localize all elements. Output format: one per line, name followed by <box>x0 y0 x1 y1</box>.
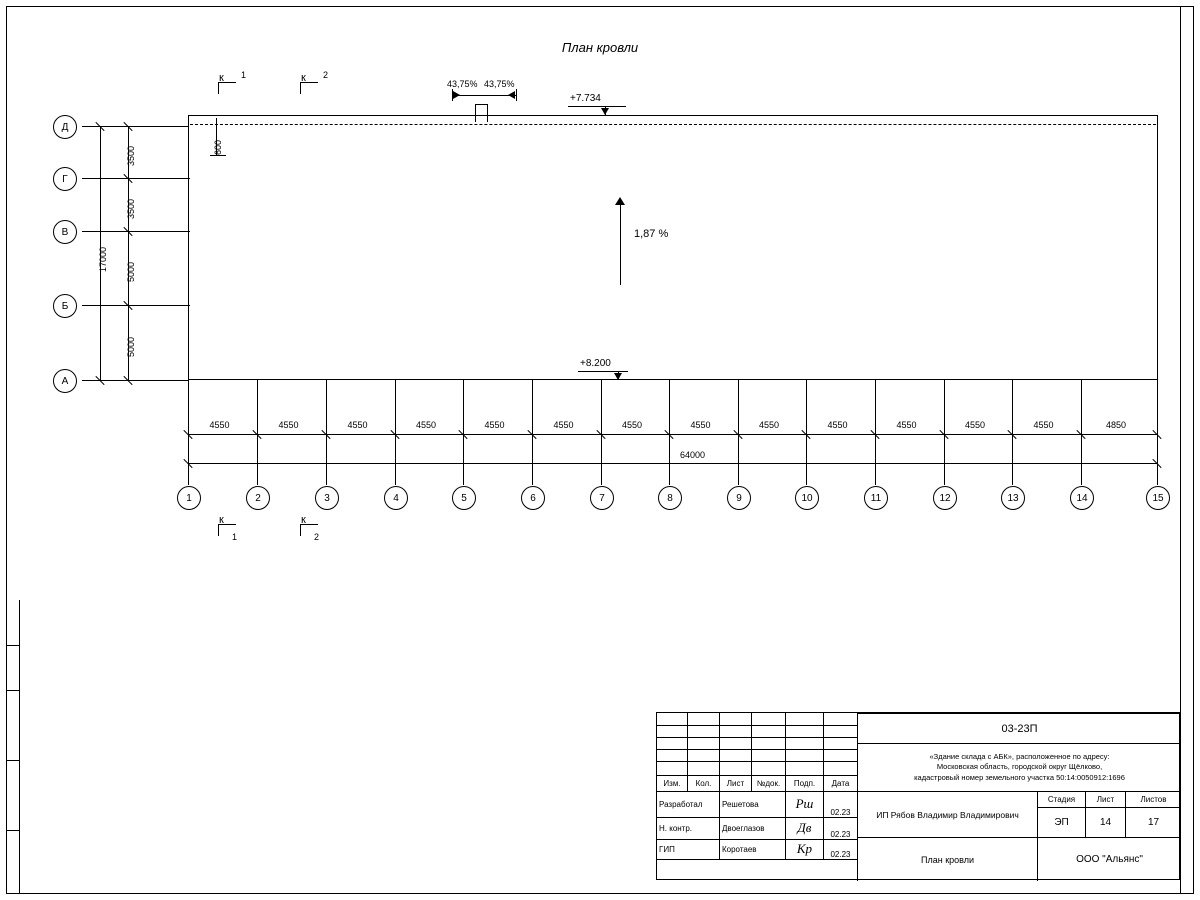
signature-1: Рш <box>795 796 814 811</box>
role-1: Разработал <box>659 799 703 809</box>
name-2: Двоеглазов <box>722 823 765 833</box>
axis-line-12 <box>944 380 945 485</box>
sheet-title: План кровли <box>921 854 974 865</box>
section-mark-1-number: 1 <box>241 70 247 80</box>
axis-line-5 <box>463 380 464 485</box>
axis-bubble-Д[interactable]: Д <box>53 115 77 139</box>
dim-segment-label: 4550 <box>347 420 368 430</box>
parapet-dashed-line <box>190 124 1156 125</box>
ridge-dim-tick-right <box>516 89 517 101</box>
slope-arrow-head <box>615 197 625 205</box>
ridge-element-top <box>475 104 487 105</box>
axis-line-6 <box>532 380 533 485</box>
dim-segment-label: 4550 <box>690 420 711 430</box>
stage-value-list: 14 <box>1099 817 1112 828</box>
axis-bubble-Г[interactable]: Г <box>53 167 77 191</box>
date-1: 02.23 <box>830 808 851 817</box>
object-line-1: «Здание склада с АБК», расположенное по адресу: <box>929 752 1110 762</box>
dim-segment-label: 4550 <box>759 420 780 430</box>
dim-segment-label: 4550 <box>965 420 986 430</box>
axis-line-11 <box>875 380 876 485</box>
left-strip-divider <box>6 645 20 646</box>
role-3: ГИП <box>659 844 675 854</box>
axis-stub <box>150 178 190 179</box>
dim-segment-label: 4550 <box>416 420 437 430</box>
elevation-low-arrow <box>614 373 622 380</box>
vertical-overall-dimension-label: 17000 <box>98 246 108 272</box>
object-line-2: Московская область, городской округ Щёлково, <box>936 762 1103 772</box>
axis-bubble-14[interactable]: 14 <box>1070 486 1094 510</box>
dimension-chain-line <box>188 434 1157 435</box>
ridge-dim-tick-left <box>452 89 453 101</box>
dim-segment-label: 4550 <box>278 420 299 430</box>
section-mark-2-letter: к <box>301 72 306 84</box>
stage-header-list: Лист <box>1096 795 1115 804</box>
axis-line-А <box>82 380 188 381</box>
col-header-list: Лист <box>726 778 745 788</box>
stage-header-listov: Листов <box>1140 795 1167 804</box>
axis-line-3 <box>326 380 327 485</box>
axis-line-1 <box>188 380 189 485</box>
vertical-dim-segment-label: 3500 <box>126 198 136 219</box>
axis-bubble-В[interactable]: В <box>53 220 77 244</box>
axis-line-13 <box>1012 380 1013 485</box>
dim-segment-label: 4550 <box>209 420 230 430</box>
stamp-grid-v <box>719 713 720 775</box>
stage-value-listov: 17 <box>1147 817 1160 828</box>
vertical-dim-segment-label: 3500 <box>126 145 136 166</box>
section-mark-3-letter: к <box>219 514 224 526</box>
col-header-izm: Изм. <box>663 778 681 788</box>
axis-bubble-6[interactable]: 6 <box>521 486 545 510</box>
axis-bubble-12[interactable]: 12 <box>933 486 957 510</box>
axis-line-7 <box>601 380 602 485</box>
axis-bubble-8[interactable]: 8 <box>658 486 682 510</box>
object-line-3: кадастровый номер земельного участка 50:14:0050912:1696 <box>914 772 1125 782</box>
dim-segment-label: 4550 <box>484 420 505 430</box>
ridge-dim-arrow-right <box>508 91 515 99</box>
col-header-kol: Кол. <box>695 778 712 788</box>
stamp-grid-h <box>657 725 857 726</box>
date-3: 02.23 <box>830 850 851 859</box>
ridge-percent-right: 43,75% <box>484 79 515 89</box>
stage-header-stadia: Стадия <box>1047 795 1076 804</box>
dim-segment-label: 4550 <box>896 420 917 430</box>
name-3: Коротаев <box>722 844 757 854</box>
col-header-data: Дата <box>831 778 850 788</box>
axis-bubble-15[interactable]: 15 <box>1146 486 1170 510</box>
overall-dimension-label: 64000 <box>680 450 706 460</box>
role-2: Н. контр. <box>659 823 693 833</box>
elevation-low-label: +8.200 <box>580 358 611 369</box>
left-strip-divider <box>6 830 20 831</box>
stamp-grid-v <box>687 713 688 775</box>
axis-line-Д <box>82 126 188 127</box>
dim-segment-label: 4850 <box>1106 420 1127 430</box>
parapet-dim-label: 600 <box>213 139 223 155</box>
title-block <box>656 712 1180 880</box>
ridge-dim-line <box>452 95 516 96</box>
axis-bubble-3[interactable]: 3 <box>315 486 339 510</box>
axis-line-10 <box>806 380 807 485</box>
axis-line-15 <box>1157 380 1158 485</box>
axis-bubble-9[interactable]: 9 <box>727 486 751 510</box>
ridge-dim-arrow-left <box>453 91 460 99</box>
section-mark-2-number: 2 <box>323 70 329 80</box>
roof-outline <box>188 115 1158 380</box>
signature-2: Дв <box>797 820 812 835</box>
axis-line-8 <box>669 380 670 485</box>
axis-stub <box>150 305 190 306</box>
axis-bubble-А[interactable]: А <box>53 369 77 393</box>
elevation-low-leader <box>578 371 628 372</box>
dim-segment-label: 4550 <box>553 420 574 430</box>
company: ООО "Альянс" <box>1076 854 1143 865</box>
stage-value-stadia: ЭП <box>1054 817 1069 828</box>
dim-segment-label: 4550 <box>827 420 848 430</box>
axis-line-14 <box>1081 380 1082 485</box>
section-mark-4-number: 2 <box>314 532 320 542</box>
date-2: 02.23 <box>830 830 851 839</box>
col-header-ndoc: №док. <box>756 778 781 788</box>
ridge-percent-left: 43,75% <box>447 79 478 89</box>
parapet-dim-tick <box>210 155 226 156</box>
axis-line-4 <box>395 380 396 485</box>
dim-segment-label: 4550 <box>1033 420 1054 430</box>
stamp-grid-v <box>823 713 824 775</box>
dim-segment-label: 4550 <box>622 420 643 430</box>
vertical-dim-segment-label: 5000 <box>126 336 136 357</box>
axis-bubble-10[interactable]: 10 <box>795 486 819 510</box>
axis-line-9 <box>738 380 739 485</box>
axis-bubble-7[interactable]: 7 <box>590 486 614 510</box>
axis-bubble-Б[interactable]: Б <box>53 294 77 318</box>
col-header-podp: Подп. <box>793 778 816 788</box>
elevation-high-label: +7.734 <box>570 93 601 104</box>
sheet-frame-right-strip <box>1180 6 1194 894</box>
stamp-grid-v <box>751 713 752 775</box>
elevation-high-leader <box>568 106 626 107</box>
section-mark-1-letter: к <box>219 72 224 84</box>
axis-bubble-13[interactable]: 13 <box>1001 486 1025 510</box>
slope-label: 1,87 % <box>634 228 669 240</box>
stamp-grid-v <box>785 713 786 775</box>
customer: ИП Рябов Владимир Владимирович <box>876 809 1019 820</box>
ridge-element-left <box>475 104 476 122</box>
overall-dimension-line <box>188 463 1157 464</box>
project-code: 03-23П <box>1001 722 1038 735</box>
name-1: Решетова <box>722 799 759 809</box>
elevation-high-arrow <box>601 108 609 115</box>
signature-3: Кр <box>796 841 813 856</box>
axis-bubble-1[interactable]: 1 <box>177 486 201 510</box>
slope-arrow-shaft <box>620 205 621 285</box>
section-mark-3-number: 1 <box>232 532 238 542</box>
stamp-grid-h <box>657 859 857 860</box>
left-strip-divider <box>6 690 20 691</box>
axis-bubble-4[interactable]: 4 <box>384 486 408 510</box>
stamp-grid-h <box>657 749 857 750</box>
stamp-grid-h <box>657 737 857 738</box>
ridge-element-right <box>487 104 488 122</box>
left-strip-divider <box>6 760 20 761</box>
stamp-grid-h <box>657 761 857 762</box>
page-title: План кровли <box>561 40 639 55</box>
axis-bubble-2[interactable]: 2 <box>246 486 270 510</box>
axis-line-2 <box>257 380 258 485</box>
vertical-dim-segment-label: 5000 <box>126 261 136 282</box>
section-mark-4-letter: к <box>301 514 306 526</box>
axis-bubble-11[interactable]: 11 <box>864 486 888 510</box>
axis-stub <box>150 231 190 232</box>
axis-bubble-5[interactable]: 5 <box>452 486 476 510</box>
